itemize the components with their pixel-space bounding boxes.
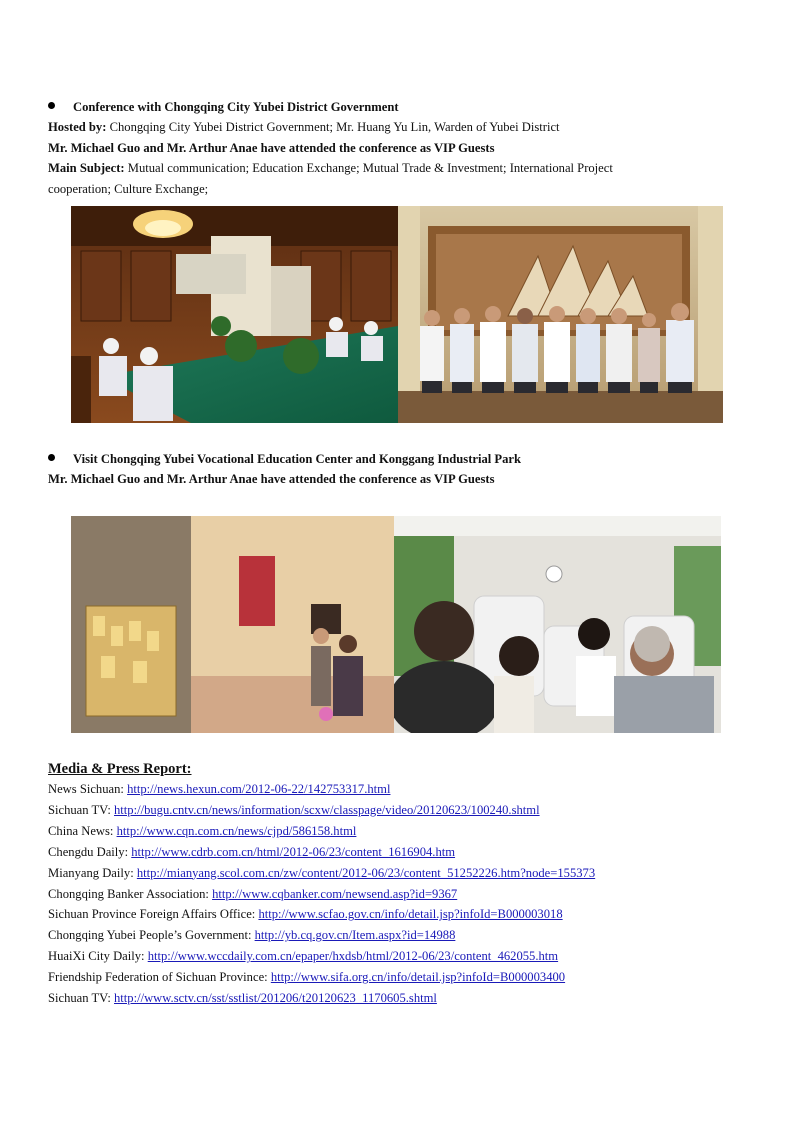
media-source-label: Chengdu Daily: bbox=[48, 844, 132, 859]
hosted-by-line bbox=[48, 120, 560, 135]
section1-attendees: Mr. Michael Guo and Mr. Arthur Anae have attended the conference as VIP Guests bbox=[48, 141, 495, 155]
media-press-title: Media & Press Report: bbox=[48, 761, 192, 777]
hosted-by-label: Hosted by: bbox=[48, 120, 107, 134]
media-source-label: News Sichuan: bbox=[48, 782, 128, 796]
media-link-item bbox=[48, 845, 455, 860]
media-link-item bbox=[48, 907, 563, 922]
bullet-icon bbox=[48, 454, 55, 461]
media-source-link[interactable]: http://www.wccdaily.com.cn/epaper/hxdsb/html/2012-06/23/content_462055.htm bbox=[147, 949, 559, 964]
exhibition-hall-photo bbox=[71, 516, 394, 733]
media-source-label: Chongqing Banker Association: bbox=[48, 886, 213, 901]
main-subject-cont: cooperation; Culture Exchange; bbox=[48, 182, 209, 196]
media-link-item bbox=[48, 949, 558, 964]
section2-heading bbox=[48, 452, 521, 467]
media-source-link[interactable]: http://www.cdrb.com.cn/html/2012-06/23/content_1616904.htm bbox=[131, 844, 456, 859]
media-link-item bbox=[48, 928, 455, 943]
media-source-label: Mianyang Daily: bbox=[48, 865, 137, 880]
media-link-item bbox=[48, 887, 457, 902]
main-subject-text: Mutual communication; Education Exchange; Mutual Trade & Investment; International Project bbox=[124, 161, 613, 175]
media-source-link[interactable]: http://news.hexun.com/2012-06-22/142753317.html bbox=[127, 782, 391, 796]
main-subject-label: Main Subject: bbox=[48, 161, 125, 175]
section1-heading-text: Conference with Chongqing City Yubei District Government bbox=[73, 100, 399, 114]
hosted-by-text: Chongqing City Yubei District Government; Mr. Huang Yu Lin, Warden of Yubei District bbox=[106, 120, 560, 134]
conference-room-photo bbox=[71, 206, 398, 423]
section1-heading bbox=[48, 100, 399, 115]
media-source-label: Sichuan TV: bbox=[48, 802, 114, 817]
section2-heading-text: Visit Chongqing Yubei Vocational Education Center and Konggang Industrial Park bbox=[73, 452, 521, 466]
media-link-item bbox=[48, 970, 565, 985]
media-source-label: HuaiXi City Daily: bbox=[48, 949, 148, 964]
media-source-link[interactable]: http://www.cqn.com.cn/news/cjpd/586158.html bbox=[116, 823, 357, 838]
group-photo bbox=[398, 206, 723, 423]
media-link-item bbox=[48, 803, 540, 818]
bus-interior-photo bbox=[394, 516, 721, 733]
media-source-label: Friendship Federation of Sichuan Province: bbox=[48, 970, 271, 985]
media-source-label: Sichuan TV: bbox=[48, 991, 114, 1005]
media-source-link[interactable]: http://bugu.cntv.cn/news/information/scxw/classpage/video/20120623/100240.shtml bbox=[114, 802, 540, 817]
media-link-item bbox=[48, 866, 595, 881]
media-source-label: Sichuan Province Foreign Affairs Office: bbox=[48, 907, 259, 922]
media-source-label: Chongqing Yubei People’s Government: bbox=[48, 928, 255, 943]
bullet-icon bbox=[48, 102, 55, 109]
main-subject-line bbox=[48, 161, 613, 176]
media-source-label: China News: bbox=[48, 823, 117, 838]
section2-attendees: Mr. Michael Guo and Mr. Arthur Anae have attended the conference as VIP Guests bbox=[48, 472, 495, 486]
media-source-link[interactable]: http://mianyang.scol.com.cn/zw/content/2012-06/23/content_51252226.htm?node=155373 bbox=[136, 865, 596, 880]
media-source-link[interactable]: http://www.cqbanker.com/newsend.asp?id=9367 bbox=[212, 886, 458, 901]
media-link-item bbox=[48, 782, 390, 797]
media-source-link[interactable]: http://www.scfao.gov.cn/info/detail.jsp?infoId=B000003018 bbox=[258, 907, 563, 922]
media-link-item bbox=[48, 991, 437, 1006]
media-source-link[interactable]: http://www.sctv.cn/sst/sstlist/201206/t20120623_1170605.shtml bbox=[114, 991, 437, 1005]
media-source-link[interactable]: http://www.sifa.org.cn/info/detail.jsp?infoId=B000003400 bbox=[270, 970, 566, 985]
media-link-item bbox=[48, 824, 356, 839]
media-source-link[interactable]: http://yb.cq.gov.cn/Item.aspx?id=14988 bbox=[254, 928, 456, 943]
